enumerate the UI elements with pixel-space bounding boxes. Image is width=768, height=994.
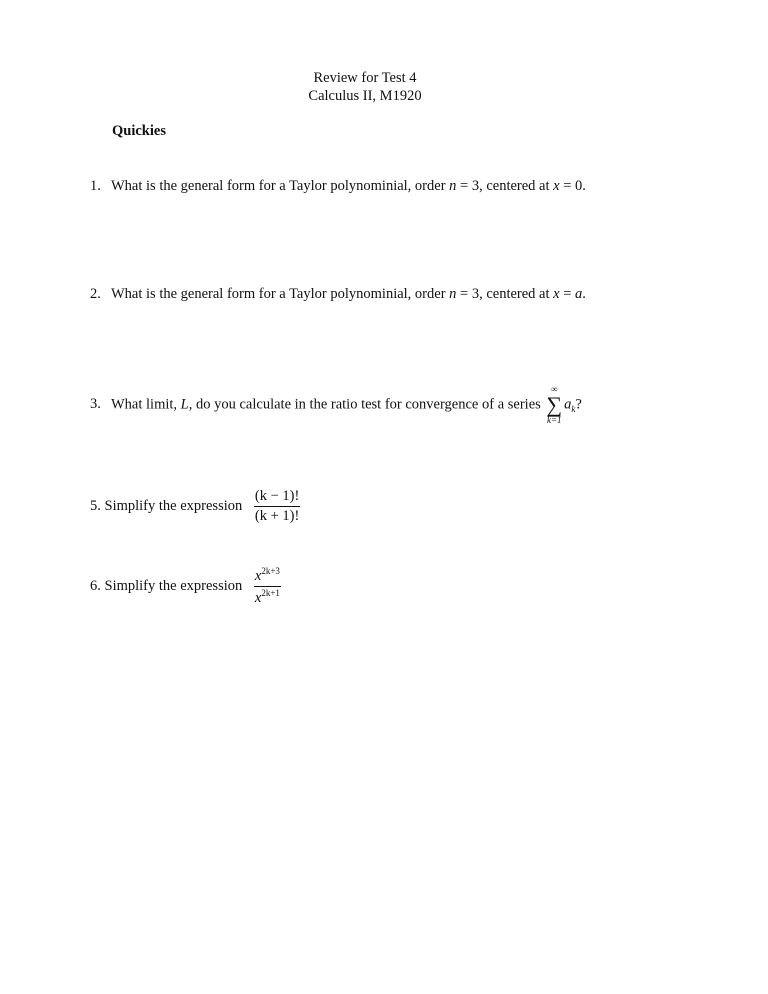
question-number: 6. — [90, 577, 101, 594]
question-number: 3. — [90, 396, 101, 413]
question-2: 2. What is the general form for a Taylor polynominial, order n = 3, centered at x = a. — [90, 286, 586, 302]
question-number: 5. — [90, 497, 101, 514]
document-title: Review for Test 4 — [313, 70, 417, 86]
document-subtitle: Calculus II, M1920 — [308, 88, 422, 104]
question-1: 1. What is the general form for a Taylor polynominial, order n = 3, centered at x = 0. — [90, 178, 586, 194]
question-text: What limit, — [111, 396, 181, 413]
summation: ∞ ∑ k=1 — [546, 384, 563, 425]
question-5 — [90, 488, 300, 525]
question-text: What is the general form for a Taylor polynominial, order — [111, 178, 450, 194]
question-text: Simplify the expression — [104, 497, 243, 514]
question-6 — [90, 566, 281, 607]
question-text: Simplify the expression — [104, 577, 243, 594]
question-3: 3. What limit, L, do you calculate in the ratio test for convergence of a series ∞ ∑ k=1 $a_k$? — [90, 384, 582, 425]
question-number: 1. — [90, 178, 101, 194]
question-text: What is the general form for a Taylor polynominial, order — [111, 286, 450, 302]
fraction: $\frac{(k - 1)!}{(k + 1)!}$ — [254, 488, 300, 524]
fraction: $\frac{x^{2k+3}}{x^{2k+1}}$ — [254, 566, 280, 606]
question-number: 2. — [90, 286, 101, 302]
section-heading: Quickies — [112, 123, 166, 139]
